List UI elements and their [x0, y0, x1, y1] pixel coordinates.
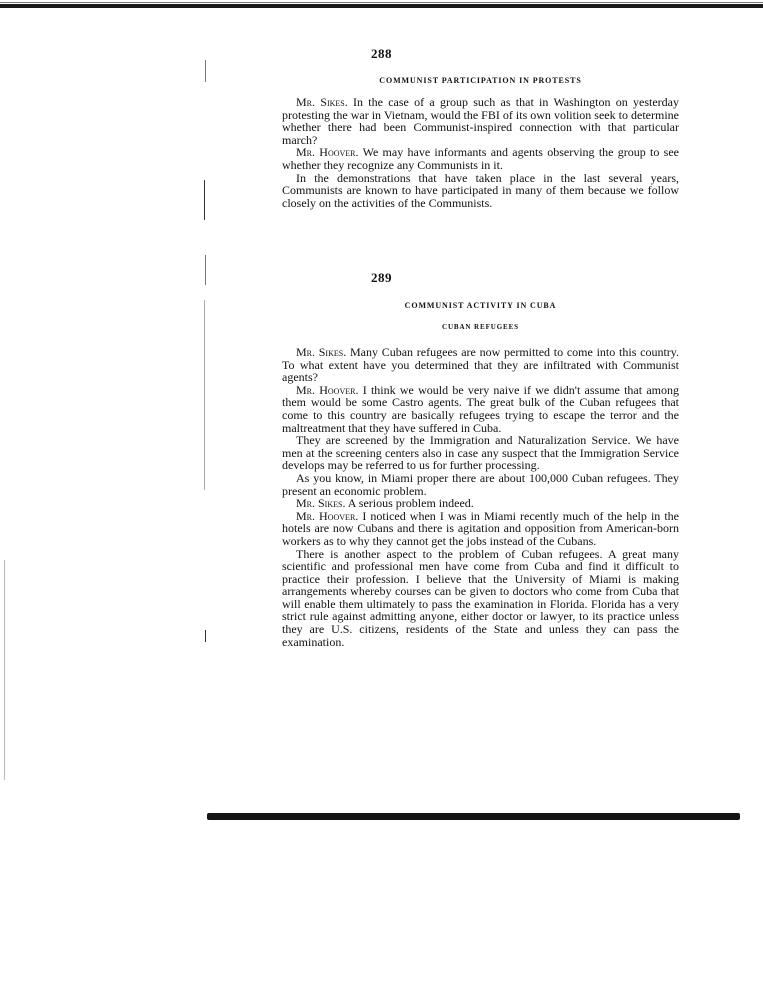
speaker: Mr. Hoover.	[296, 145, 359, 160]
paragraph	[282, 434, 679, 472]
margin-mark	[205, 630, 206, 642]
paragraph-text: In the demonstrations that have taken place in the last several years, Communists are known to have participated in many of them because we follow closely on the activities of the Communists.	[282, 170, 679, 210]
page-number-288: 288	[371, 46, 392, 61]
paragraph-text: In the case of a group such as that in Washington on yesterday protesting the war in Vietnam, would the FBI of its own volition seek to determine whether there had been Communist-inspired connection with that particular march?	[282, 95, 679, 147]
page-number-289: 289	[371, 270, 392, 285]
paragraph	[282, 346, 679, 384]
speaker: Mr. Sikes.	[296, 496, 346, 511]
speaker: Mr. Sikes.	[296, 95, 348, 109]
section-heading-protests: COMMUNIST PARTICIPATION IN PROTESTS	[379, 76, 582, 85]
top-border-thin	[0, 2, 763, 3]
paragraph-text: Many Cuban refugees are now permitted to come into this country. To what extent have you determined that they are infiltrated with Communist agents?	[282, 345, 679, 385]
paragraph-text: There is another aspect to the problem of Cuban refugees. A great many scientific and professional men have come from Cuba and find it difficult to practice their profession. I believe that the University of Miami is making arrangements whereby courses can be given to doctors who come from Cuba that will enable them ultimately to pass the examination in Florida. Florida has a very strict rule against admitting anyone, either doctor or lawyer, to its practice unless they are U.S. citizens, residents of the State and unless they can pass the examination.	[282, 546, 679, 649]
paragraph-text: As you know, in Miami proper there are about 100,000 Cuban refugees. They present an economic problem.	[282, 470, 679, 498]
margin-mark	[204, 180, 205, 220]
bottom-border-rule	[207, 813, 740, 820]
paragraph	[282, 96, 679, 146]
speaker: Mr. Sikes.	[296, 345, 347, 359]
paragraph	[282, 510, 679, 548]
paragraph	[282, 146, 679, 171]
text-block-289	[282, 346, 679, 648]
text-block-288	[282, 96, 679, 209]
paragraph-text: They are screened by the Immigration and Naturalization Service. We have men at the screening centers also in case any suspect that the Immigration Service develops may be referred to us for further processing.	[282, 433, 679, 473]
paragraph	[282, 548, 679, 649]
margin-mark	[204, 300, 205, 490]
paragraph	[282, 472, 679, 497]
speaker: Mr. Hoover.	[296, 508, 359, 523]
speaker: Mr. Hoover.	[296, 382, 359, 397]
paragraph	[282, 172, 679, 210]
margin-mark	[4, 560, 5, 780]
paragraph-text: A serious problem indeed.	[345, 496, 474, 511]
paragraph-text: I noticed when I was in Miami recently much of the help in the hotels are now Cubans and there is agitation and opposition from American-born workers as to why they cannot get the jobs instead of the Cubans.	[282, 508, 679, 548]
paragraph	[282, 384, 679, 434]
margin-mark	[205, 60, 206, 82]
top-border-rule	[0, 4, 763, 8]
subheading-cuban-refugees: CUBAN REFUGEES	[442, 323, 519, 331]
paragraph-text: I think we would be very naive if we didn't assume that among them would be some Castro agents. The great bulk of the Cuban refugees that come to this country are basically refugees trying to escape the terror and the maltreatment that they have suffered in Cuba.	[282, 382, 679, 435]
paragraph-text: We may have informants and agents observing the group to see whether they recognize any Communists in it.	[282, 145, 679, 172]
section-heading-cuba: COMMUNIST ACTIVITY IN CUBA	[404, 301, 557, 310]
